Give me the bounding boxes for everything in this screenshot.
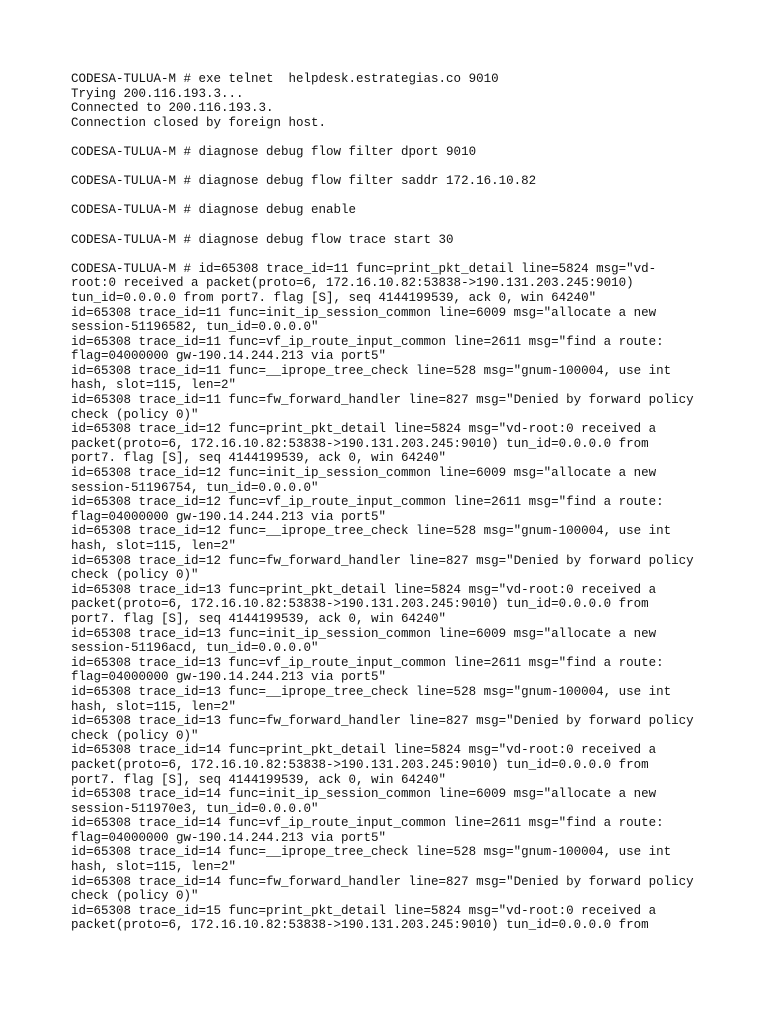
log-line: id=65308 trace_id=13 func=init_ip_session_common line=6009 msg="allocate a new — [71, 626, 657, 641]
log-line: id=65308 trace_id=14 func=vf_ip_route_input_common line=2611 msg="find a route: — [71, 816, 664, 831]
log-line: CODESA-TULUA-M # diagnose debug enable — [71, 203, 357, 218]
log-block — [71, 262, 731, 933]
log-line: id=65308 trace_id=12 func=vf_ip_route_input_common line=2611 msg="find a route: — [71, 495, 664, 510]
log-line: port7. flag [S], seq 4144199539, ack 0, win 64240" — [71, 611, 447, 626]
log-line: CODESA-TULUA-M # diagnose debug flow trace start 30 — [71, 232, 454, 247]
log-line: id=65308 trace_id=12 func=__iprope_tree_check line=528 msg="gnum-100004, use int — [71, 524, 672, 539]
log-line: id=65308 trace_id=12 func=fw_forward_handler line=827 msg="Denied by forward policy — [71, 553, 694, 568]
log-line: check (policy 0)" — [71, 889, 199, 904]
log-line: id=65308 trace_id=14 func=__iprope_tree_check line=528 msg="gnum-100004, use int — [71, 845, 672, 860]
log-line: CODESA-TULUA-M # diagnose debug flow filter dport 9010 — [71, 144, 477, 159]
log-line: id=65308 trace_id=13 func=fw_forward_handler line=827 msg="Denied by forward policy — [71, 714, 694, 729]
log-line: flag=04000000 gw-190.14.244.213 via port5" — [71, 830, 387, 845]
log-line: flag=04000000 gw-190.14.244.213 via port5" — [71, 509, 387, 524]
log-line: id=65308 trace_id=11 func=vf_ip_route_input_common line=2611 msg="find a route: — [71, 334, 664, 349]
log-line: id=65308 trace_id=14 func=fw_forward_handler line=827 msg="Denied by forward policy — [71, 874, 694, 889]
log-block — [71, 145, 731, 160]
log-line: CODESA-TULUA-M # diagnose debug flow filter saddr 172.16.10.82 — [71, 174, 537, 189]
log-line: id=65308 trace_id=11 func=init_ip_session_common line=6009 msg="allocate a new — [71, 305, 657, 320]
log-line: id=65308 trace_id=13 func=__iprope_tree_check line=528 msg="gnum-100004, use int — [71, 684, 672, 699]
log-line: id=65308 trace_id=12 func=print_pkt_detail line=5824 msg="vd-root:0 received a — [71, 422, 657, 437]
log-line: CODESA-TULUA-M # id=65308 trace_id=11 func=print_pkt_detail line=5824 msg="vd- — [71, 261, 657, 276]
log-line: packet(proto=6, 172.16.10.82:53838->190.131.203.245:9010) tun_id=0.0.0.0 from — [71, 757, 649, 772]
log-line: flag=04000000 gw-190.14.244.213 via port5" — [71, 349, 387, 364]
log-line: hash, slot=115, len=2" — [71, 860, 237, 875]
log-line: id=65308 trace_id=15 func=print_pkt_detail line=5824 msg="vd-root:0 received a — [71, 903, 657, 918]
log-line: hash, slot=115, len=2" — [71, 539, 237, 553]
log-line: check (policy 0)" — [71, 407, 199, 422]
log-block — [71, 233, 731, 248]
log-line: session-51196754, tun_id=0.0.0.0" — [71, 480, 319, 495]
terminal-log-document — [71, 72, 731, 948]
log-line: packet(proto=6, 172.16.10.82:53838->190.131.203.245:9010) tun_id=0.0.0.0 from — [71, 918, 649, 933]
log-line: id=65308 trace_id=12 func=init_ip_session_common line=6009 msg="allocate a new — [71, 466, 657, 481]
log-line: flag=04000000 gw-190.14.244.213 via port5" — [71, 670, 387, 685]
log-line: packet(proto=6, 172.16.10.82:53838->190.131.203.245:9010) tun_id=0.0.0.0 from — [71, 597, 649, 612]
log-line: id=65308 trace_id=11 func=__iprope_tree_check line=528 msg="gnum-100004, use int — [71, 363, 672, 378]
log-line: session-51196acd, tun_id=0.0.0.0" — [71, 641, 319, 656]
log-line: id=65308 trace_id=14 func=init_ip_session_common line=6009 msg="allocate a new — [71, 787, 657, 802]
log-line: id=65308 trace_id=11 func=fw_forward_handler line=827 msg="Denied by forward policy — [71, 393, 694, 408]
log-line: Trying 200.116.193.3... — [71, 86, 244, 101]
log-line: CODESA-TULUA-M # exe telnet helpdesk.estrategias.co 9010 — [71, 72, 499, 86]
log-line: Connected to 200.116.193.3. — [71, 101, 274, 116]
log-line: hash, slot=115, len=2" — [71, 378, 237, 393]
log-line: check (policy 0)" — [71, 728, 199, 743]
log-line: id=65308 trace_id=14 func=print_pkt_detail line=5824 msg="vd-root:0 received a — [71, 743, 657, 758]
log-line: session-51196582, tun_id=0.0.0.0" — [71, 320, 319, 335]
log-line: check (policy 0)" — [71, 568, 199, 583]
log-block — [71, 174, 731, 189]
log-line: id=65308 trace_id=13 func=print_pkt_detail line=5824 msg="vd-root:0 received a — [71, 582, 657, 597]
log-block — [71, 72, 731, 130]
log-line: port7. flag [S], seq 4144199539, ack 0, win 64240" — [71, 772, 447, 787]
log-line: id=65308 trace_id=13 func=vf_ip_route_input_common line=2611 msg="find a route: — [71, 655, 664, 670]
log-line: hash, slot=115, len=2" — [71, 699, 237, 714]
log-line: root:0 received a packet(proto=6, 172.16.10.82:53838->190.131.203.245:9010) — [71, 276, 634, 291]
log-line: tun_id=0.0.0.0 from port7. flag [S], seq 4144199539, ack 0, win 64240" — [71, 290, 597, 305]
log-line: port7. flag [S], seq 4144199539, ack 0, win 64240" — [71, 451, 447, 466]
log-line: packet(proto=6, 172.16.10.82:53838->190.131.203.245:9010) tun_id=0.0.0.0 from — [71, 436, 649, 451]
log-block — [71, 203, 731, 218]
log-line: Connection closed by foreign host. — [71, 115, 327, 130]
log-line: session-511970e3, tun_id=0.0.0.0" — [71, 801, 319, 816]
